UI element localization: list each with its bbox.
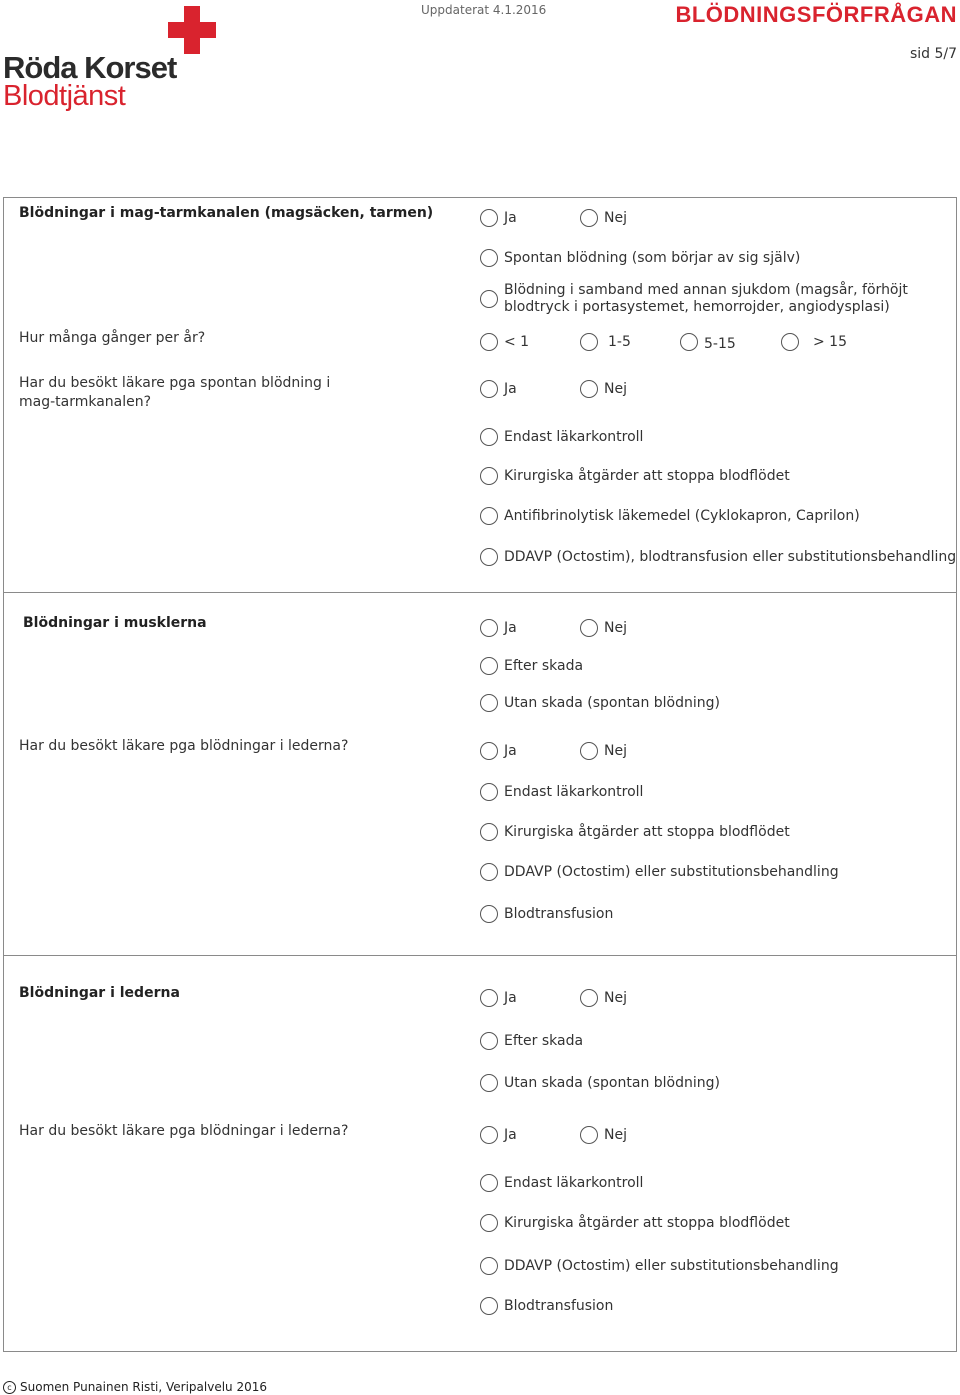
section-divider [3, 592, 957, 593]
radio-icon[interactable] [480, 467, 498, 485]
radio-icon[interactable] [480, 619, 498, 637]
radio-icon[interactable] [480, 1126, 498, 1144]
radio-icon[interactable] [580, 380, 598, 398]
gi-visit-no-option[interactable]: Nej [580, 378, 627, 400]
radio-icon[interactable] [680, 333, 698, 351]
joint-treatment-option[interactable]: Blodtransfusion [480, 1295, 613, 1317]
gi-treatment-option[interactable]: Antifibrinolytisk läkemedel (Cyklokapron, Caprilon) [480, 505, 860, 527]
joint-treatment-option[interactable]: Endast läkarkontroll [480, 1172, 643, 1194]
radio-icon[interactable] [480, 863, 498, 881]
radio-icon[interactable] [480, 905, 498, 923]
muscle-treatment-option[interactable]: DDAVP (Octostim) eller substitutionsbehandling [480, 861, 839, 883]
gi-freq-1-5-option[interactable]: 1-5 [580, 331, 631, 353]
muscle-spontaneous-option[interactable]: Utan skada (spontan blödning) [480, 692, 720, 714]
radio-icon[interactable] [480, 1074, 498, 1092]
joint-visit-yes-option[interactable]: Ja [480, 1124, 517, 1146]
logo-text-roda-korset: Röda Korset [3, 50, 177, 85]
muscle-no-option[interactable]: Nej [580, 617, 627, 639]
joint-no-option[interactable]: Nej [580, 987, 627, 1009]
radio-icon[interactable] [580, 989, 598, 1007]
radio-icon[interactable] [480, 1214, 498, 1232]
joint-after-injury-option[interactable]: Efter skada [480, 1030, 583, 1052]
gi-yes-option[interactable]: Ja [480, 207, 517, 229]
red-cross-logo-icon [168, 6, 216, 54]
radio-icon[interactable] [480, 507, 498, 525]
joint-visit-question: Har du besökt läkare pga blödningar i lederna? [19, 1123, 349, 1139]
radio-icon[interactable] [480, 380, 498, 398]
muscle-visit-no-option[interactable]: Nej [580, 740, 627, 762]
muscle-treatment-option[interactable]: Endast läkarkontroll [480, 781, 643, 803]
radio-icon[interactable] [480, 657, 498, 675]
gi-treatment-option[interactable]: Kirurgiska åtgärder att stoppa blodflödet [480, 465, 790, 487]
page-number: sid 5/7 [909, 46, 957, 62]
gi-frequency-question: Hur många gånger per år? [19, 330, 206, 346]
radio-icon[interactable] [580, 619, 598, 637]
copyright-icon: c [3, 1381, 16, 1394]
radio-icon[interactable] [480, 823, 498, 841]
muscle-yes-option[interactable]: Ja [480, 617, 517, 639]
joint-treatment-option[interactable]: DDAVP (Octostim) eller substitutionsbehandling [480, 1255, 839, 1277]
gi-other-disease-option[interactable]: Blödning i samband med annan sjukdom (magsår, förhöjt blodtryck i portasystemet, hemorrojder, angiodysplasi) [480, 282, 908, 316]
gi-visit-yes-option[interactable]: Ja [480, 378, 517, 400]
updated-date: Uppdaterat 4.1.2016 [421, 3, 547, 17]
radio-icon[interactable] [480, 290, 498, 308]
radio-icon[interactable] [480, 548, 498, 566]
section-title-gi: Blödningar i mag-tarmkanalen (magsäcken, tarmen) [19, 205, 434, 221]
radio-icon[interactable] [480, 1174, 498, 1192]
gi-no-option[interactable]: Nej [580, 207, 627, 229]
gi-freq-5-15-option[interactable]: 5-15 [680, 331, 736, 353]
gi-treatment-option[interactable]: DDAVP (Octostim), blodtransfusion eller substitutionsbehandling [480, 546, 956, 568]
joint-visit-no-option[interactable]: Nej [580, 1124, 627, 1146]
joint-yes-option[interactable]: Ja [480, 987, 517, 1009]
radio-icon[interactable] [480, 1257, 498, 1275]
muscle-treatment-option[interactable]: Kirurgiska åtgärder att stoppa blodflödet [480, 821, 790, 843]
gi-visit-question: Har du besökt läkare pga spontan blödning i mag-tarmkanalen? [19, 375, 331, 410]
muscle-visit-question: Har du besökt läkare pga blödningar i lederna? [19, 738, 349, 754]
radio-icon[interactable] [480, 989, 498, 1007]
section-title-muscle: Blödningar i musklerna [23, 615, 207, 631]
radio-icon[interactable] [480, 694, 498, 712]
section-divider [3, 955, 957, 956]
gi-spontaneous-option[interactable]: Spontan blödning (som börjar av sig själv) [480, 247, 800, 269]
logo-text-blodtjanst: Blodtjänst [3, 80, 126, 112]
muscle-treatment-option[interactable]: Blodtransfusion [480, 903, 613, 925]
section-title-joint: Blödningar i lederna [19, 985, 180, 1001]
radio-icon[interactable] [580, 209, 598, 227]
radio-icon[interactable] [580, 1126, 598, 1144]
radio-icon[interactable] [580, 742, 598, 760]
footer [3, 1380, 267, 1394]
gi-freq-lt1-option[interactable]: < 1 [480, 331, 529, 353]
joint-treatment-option[interactable]: Kirurgiska åtgärder att stoppa blodflödet [480, 1212, 790, 1234]
muscle-visit-yes-option[interactable]: Ja [480, 740, 517, 762]
radio-icon[interactable] [480, 742, 498, 760]
radio-icon[interactable] [480, 1297, 498, 1315]
radio-icon[interactable] [781, 333, 799, 351]
radio-icon[interactable] [480, 783, 498, 801]
muscle-after-injury-option[interactable]: Efter skada [480, 655, 583, 677]
radio-icon[interactable] [480, 249, 498, 267]
radio-icon[interactable] [480, 428, 498, 446]
gi-treatment-option[interactable]: Endast läkarkontroll [480, 426, 643, 448]
joint-spontaneous-option[interactable]: Utan skada (spontan blödning) [480, 1072, 720, 1094]
radio-icon[interactable] [580, 333, 598, 351]
radio-icon[interactable] [480, 333, 498, 351]
gi-freq-gt15-option[interactable]: > 15 [781, 331, 847, 353]
radio-icon[interactable] [480, 209, 498, 227]
footer-text: Suomen Punainen Risti, Veripalvelu 2016 [20, 1380, 267, 1394]
document-title: BLÖDNINGSFÖRFRÅGAN [675, 2, 957, 27]
radio-icon[interactable] [480, 1032, 498, 1050]
